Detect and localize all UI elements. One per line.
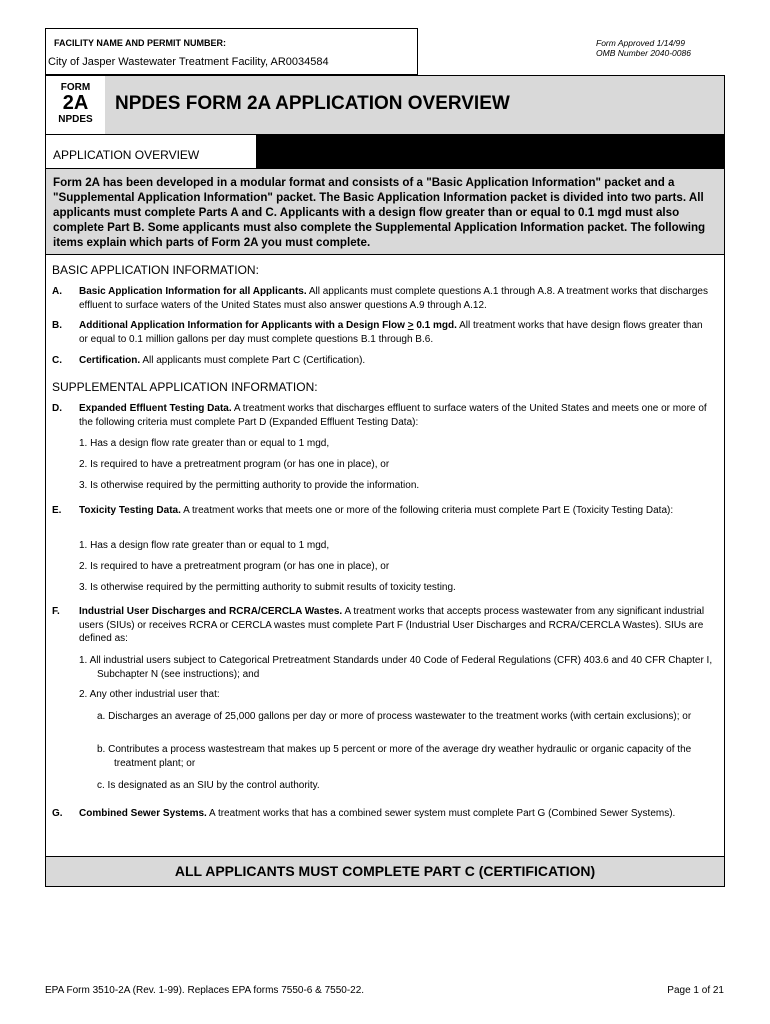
item-f-sub-1: 1. All industrial users subject to Categorical Pretreatment Standards under 40 Code of Federal Regulations (CFR) 403.6 and 40 CFR Chapter I, Subchapter N (see instructions); and (79, 655, 713, 680)
closing-banner (45, 856, 725, 887)
intro-box (45, 169, 725, 255)
item-f-subsub-c: c. Is designated as an SIU by the control authority. (97, 780, 320, 791)
omb-number: OMB Number 2040-0086 (596, 48, 691, 58)
item-g-text: A treatment works that has a combined sewer system must complete Part G (Combined Sewer Systems). (206, 808, 676, 819)
item-e-sub-1: 1. Has a design flow rate greater than or equal to 1 mgd, (79, 540, 330, 551)
closing-text: ALL APPLICANTS MUST COMPLETE PART C (CERTIFICATION) (174, 863, 596, 879)
section-title: APPLICATION OVERVIEW (53, 148, 200, 162)
form-program: NPDES (58, 114, 93, 125)
item-b-text: All treatment works that have design flows greater than or equal to 0.1 million gallons per day must complete questions B.1 through B.6. (79, 320, 703, 345)
item-e-letter: E. (52, 505, 62, 516)
item-g (79, 807, 715, 821)
item-d-text: A treatment works that discharges effluent to surface waters of the United States and meets one or more of the following criteria must complete Part D (Expanded Effluent Testing Data): (79, 403, 707, 428)
item-d-title: Expanded Effluent Testing Data. (79, 403, 232, 414)
form-label: FORM (60, 82, 91, 93)
item-c-letter: C. (52, 355, 62, 366)
item-f-letter: F. (52, 606, 60, 617)
approval-date: Form Approved 1/14/99 (596, 38, 685, 48)
form-title-box (105, 75, 725, 135)
section-header (45, 135, 725, 169)
facility-value: City of Jasper Wastewater Treatment Facility, AR0034584 (48, 56, 329, 68)
item-e (79, 504, 709, 518)
item-e-sub-2: 2. Is required to have a pretreatment program (or has one in place), or (79, 561, 390, 572)
item-d-sub-3: 3. Is otherwise required by the permitting authority to provide the information. (79, 480, 420, 491)
footer-form-reference: EPA Form 3510-2A (Rev. 1-99). Replaces EPA forms 7550-6 & 7550-22. (45, 985, 365, 996)
facility-label: FACILITY NAME AND PERMIT NUMBER: (54, 38, 226, 48)
item-f-title: Industrial User Discharges and RCRA/CERCLA Wastes. (79, 606, 343, 617)
item-b-title: Additional Application Information for Applicants with a Design Flow (79, 320, 408, 331)
item-a-letter: A. (52, 286, 62, 297)
item-f-subsub-b: b. Contributes a process wastestream that makes up 5 percent or more of the average dry weather hydraulic or organic capacity of the treatment plant; or (97, 744, 692, 769)
item-b-letter: B. (52, 320, 62, 331)
item-f-subsub-a: a. Discharges an average of 25,000 gallons per day or more of process wastewater to the treatment works (with certain exclusions); or (97, 711, 692, 722)
item-g-letter: G. (52, 808, 63, 819)
item-a-title: Basic Application Information for all Applicants. (79, 286, 307, 297)
item-e-sub-3: 3. Is otherwise required by the permitting authority to submit results of toxicity testing. (79, 582, 456, 593)
form-approval (596, 38, 691, 58)
item-d-sub-2: 2. Is required to have a pretreatment program (or has one in place), or (79, 459, 390, 470)
form-id-box (45, 75, 106, 135)
item-e-text: A treatment works that meets one or more of the following criteria must complete Part E (Toxicity Testing Data): (180, 505, 674, 516)
intro-text: Form 2A has been developed in a modular format and consists of a "Basic Application Information" packet and a "Supplemental Application Information" packet. The Basic Application Information packet is divided into two parts. All applicants must complete Parts A and C. Applicants with a design flow greater than or equal to 0.1 mgd must also complete Part B. Some applicants must also complete the Supplemental Application Information packet. The following items explain which parts of Form 2A you must complete. (53, 176, 706, 249)
item-f-sub-2: 2. Any other industrial user that: (79, 689, 220, 700)
item-e-title: Toxicity Testing Data. (79, 505, 181, 516)
facility-box (45, 28, 418, 75)
form-title: NPDES FORM 2A APPLICATION OVERVIEW (115, 93, 510, 114)
item-b (79, 319, 709, 346)
item-d-sub-1: 1. Has a design flow rate greater than or equal to 1 mgd, (79, 438, 330, 449)
form-number: 2A (62, 92, 89, 114)
item-a (79, 285, 709, 312)
item-c-text: All applicants must complete Part C (Certification). (140, 355, 366, 366)
item-d (79, 402, 715, 429)
item-f (79, 605, 715, 646)
basic-heading: BASIC APPLICATION INFORMATION: (52, 263, 259, 277)
supplemental-heading: SUPPLEMENTAL APPLICATION INFORMATION: (52, 380, 318, 394)
item-g-title: Combined Sewer Systems. (79, 808, 207, 819)
footer-page-number: Page 1 of 21 (667, 985, 724, 996)
item-d-letter: D. (52, 403, 62, 414)
item-f-text: A treatment works that accepts process wastewater from any significant industrial users (SIUs) or receives RCRA or CERCLA wastes must complete Part F (Industrial User Discharges and RCRA/CERCLA Wastes). SIUs are defined as: (79, 606, 705, 644)
item-b-title-end: 0.1 mgd. (413, 320, 457, 331)
item-c (79, 354, 709, 368)
section-header-bar (256, 135, 724, 168)
item-c-title: Certification. (79, 355, 141, 366)
item-a-text: All applicants must complete questions A.1 through A.8. A treatment works that discharges effluent to surface waters of the United States must also answer questions A.9 through A.12. (79, 286, 708, 311)
item-b-ge-symbol: > (407, 320, 414, 331)
